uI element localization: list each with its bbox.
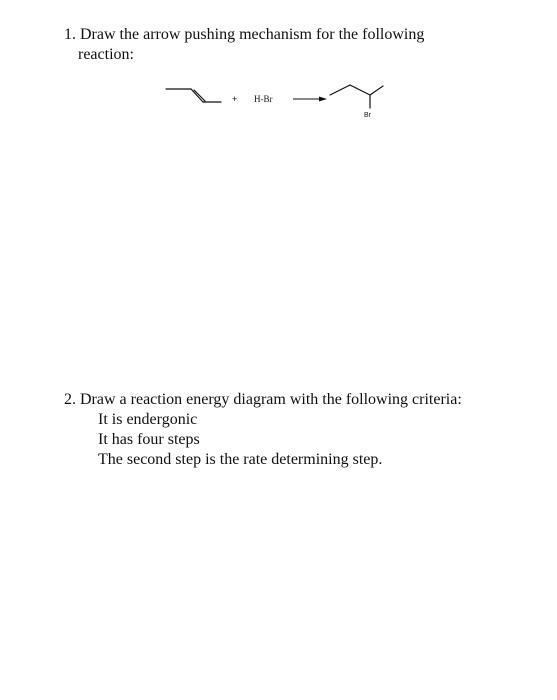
question-1-prompt-line-2: reaction: (78, 46, 134, 63)
alkene-double-bond-outer (191, 89, 203, 102)
product-bond-1 (330, 85, 350, 95)
criterion-item: The second step is the rate determining step. (98, 451, 383, 468)
criterion-item: It has four steps (98, 431, 200, 448)
reaction-arrow (293, 97, 327, 102)
plus-sign: + (232, 94, 238, 104)
question-1-prompt-line-1: 1. Draw the arrow pushing mechanism for the following (64, 26, 425, 43)
product-bromoalkane-structure (330, 85, 383, 108)
reagent-hbr: H-Br (254, 94, 273, 104)
question-2-prompt: 2. Draw a reaction energy diagram with the following criteria: (64, 391, 462, 408)
product-bond-2 (350, 85, 370, 95)
product-br-label: Br (364, 112, 371, 119)
criterion-item: It is endergonic (98, 411, 198, 428)
alkene-double-bond-inner (194, 90, 205, 101)
product-bond-3 (370, 86, 383, 95)
question-2-criteria-list (98, 410, 382, 470)
reactant-alkene-structure (166, 89, 221, 102)
